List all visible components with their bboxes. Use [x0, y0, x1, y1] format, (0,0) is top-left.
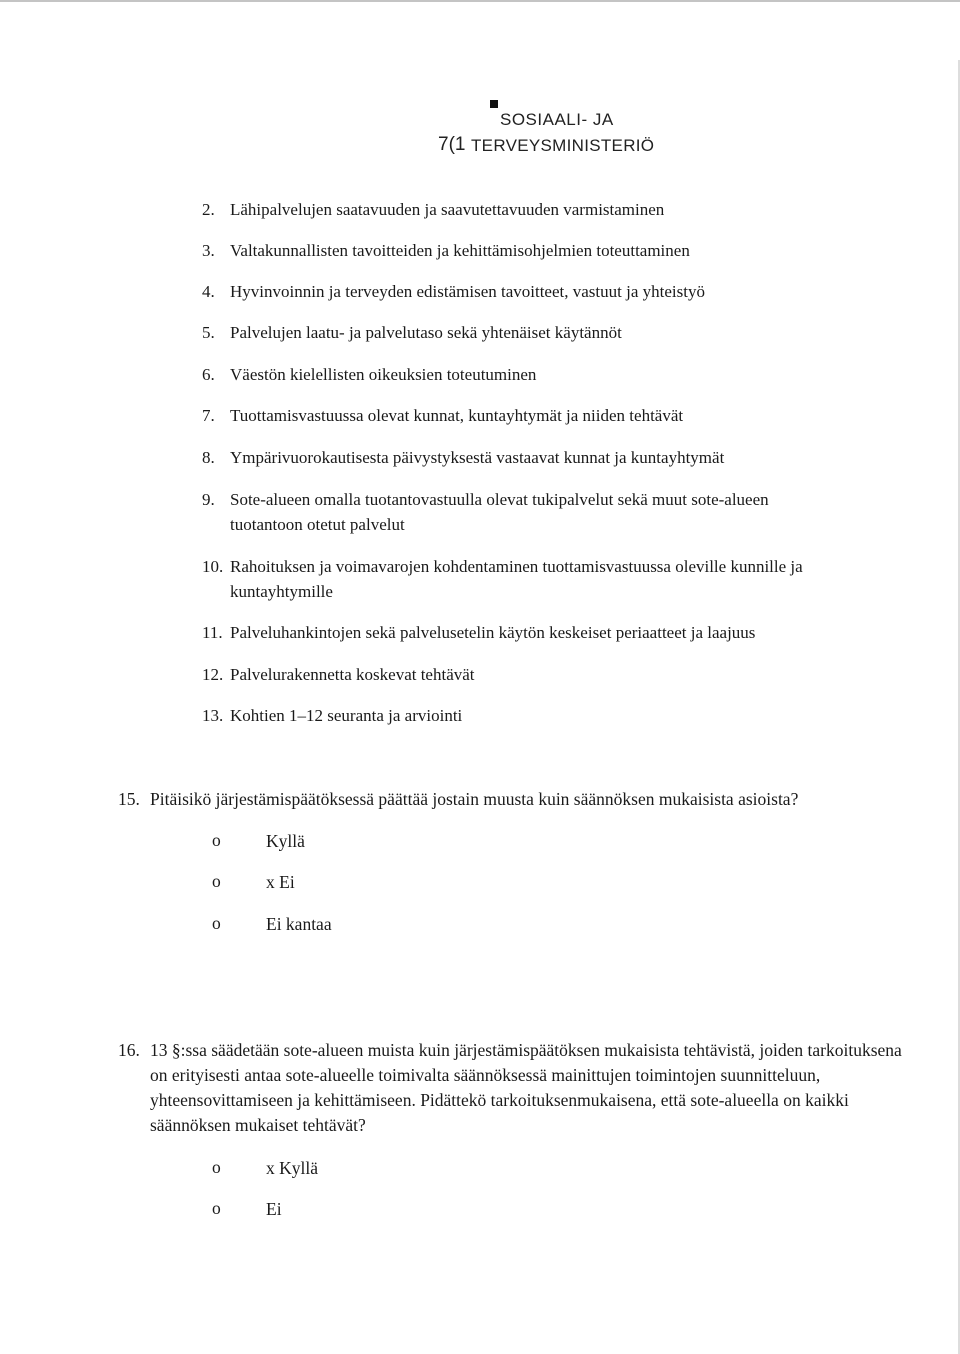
ministry-name-line1: SOSIAALI- JA: [500, 110, 614, 129]
question-text: Pitäisikö järjestämispäätöksessä päättää jostain muusta kuin säännöksen mukaisista asioista?: [150, 789, 799, 809]
logo-square-icon: [490, 100, 498, 108]
radio-circle-icon: o: [212, 913, 221, 933]
scan-edge-top: [0, 0, 960, 2]
option-label: Kyllä: [266, 831, 305, 851]
radio-circle-icon: o: [212, 1198, 221, 1218]
page-number: 7(1: [438, 134, 466, 155]
option-label: Ei kantaa: [266, 914, 332, 934]
option-label: x Ei: [266, 872, 295, 892]
question-number: 15.: [118, 789, 140, 809]
radio-circle-icon: o: [212, 1157, 221, 1177]
option-label: Ei: [266, 1199, 282, 1219]
question-number: 16.: [118, 1040, 140, 1060]
radio-circle-icon: o: [212, 830, 221, 850]
option-label: x Kyllä: [266, 1158, 319, 1178]
question-text: 13 §:ssa säädetään sote-alueen muista kuin järjestämispäätöksen mukaisista tehtävistä, joiden tarkoituksena on erityisesti antaa sote-alueelle toimivalta säännöksessä mainittujen toimintojen suunnitteluun, yhteensovittamiseen ja kehittämiseen. Pidättekö tarkoituksenmukaisena, että sote-alueella on kaikki säännöksen mukaiset tehtävät?: [150, 1040, 902, 1135]
ministry-name-line2: TERVEYSMINISTERIÖ: [471, 136, 655, 155]
radio-circle-icon: o: [212, 871, 221, 891]
